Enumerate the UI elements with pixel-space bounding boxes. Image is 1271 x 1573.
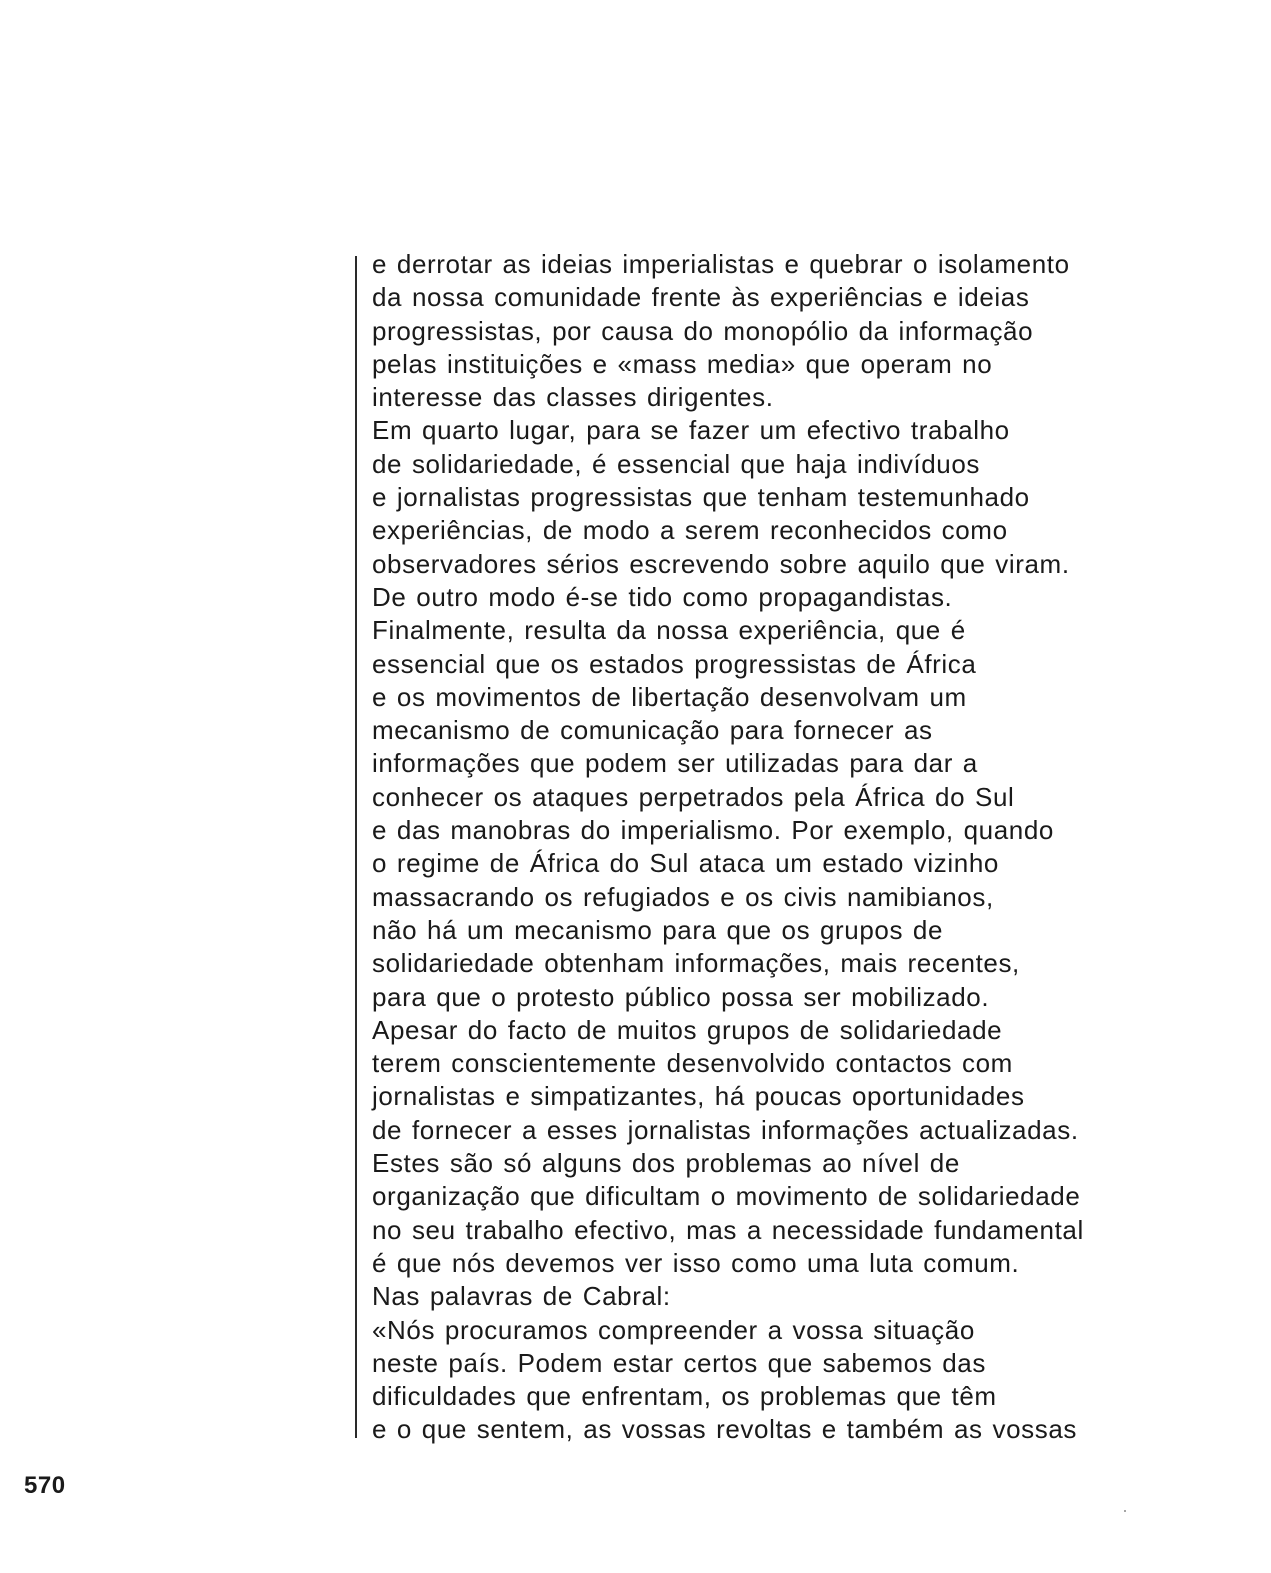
margin-rule bbox=[355, 256, 357, 1438]
text-line: e os movimentos de libertação desenvolvam um bbox=[372, 681, 967, 712]
text-line: da nossa comunidade frente às experiências e ideias bbox=[372, 282, 1030, 313]
text-line: pelas instituições e «mass media» que operam no bbox=[372, 348, 993, 379]
text-line: organização que dificultam o movimento de solidariedade bbox=[372, 1181, 1081, 1212]
text-line: é que nós devemos ver isso como uma luta comum. bbox=[372, 1247, 1020, 1278]
text-line: mecanismo de comunicação para fornecer as bbox=[372, 715, 933, 746]
text-line: o regime de África do Sul ataca um estado vizinho bbox=[372, 848, 999, 879]
text-line: jornalistas e simpatizantes, há poucas oportunidades bbox=[372, 1081, 1025, 1112]
scan-speck bbox=[1124, 1510, 1126, 1512]
text-line: e das manobras do imperialismo. Por exemplo, quando bbox=[372, 815, 1054, 846]
text-line: para que o protesto público possa ser mobilizado. bbox=[372, 981, 990, 1012]
text-line: Apesar do facto de muitos grupos de solidariedade bbox=[372, 1014, 1003, 1045]
text-line: não há um mecanismo para que os grupos de bbox=[372, 914, 944, 945]
text-line: terem conscientemente desenvolvido contactos com bbox=[372, 1048, 1013, 1079]
text-line: e o que sentem, as vossas revoltas e também as vossas bbox=[372, 1414, 1077, 1445]
text-line: solidariedade obtenham informações, mais recentes, bbox=[372, 948, 1020, 979]
text-line: dificuldades que enfrentam, os problemas que têm bbox=[372, 1381, 997, 1412]
text-line: «Nós procuramos compreender a vossa situação bbox=[372, 1314, 975, 1345]
text-line: no seu trabalho efectivo, mas a necessidade fundamental bbox=[372, 1214, 1084, 1245]
text-line: experiências, de modo a serem reconhecidos como bbox=[372, 515, 1008, 546]
body-text bbox=[372, 248, 1232, 1447]
text-line: e derrotar as ideias imperialistas e quebrar o isolamento bbox=[372, 249, 1070, 279]
text-line: Estes são só alguns dos problemas ao nível de bbox=[372, 1148, 960, 1179]
text-line: massacrando os refugiados e os civis namibianos, bbox=[372, 881, 994, 912]
text-line: e jornalistas progressistas que tenham testemunhado bbox=[372, 482, 1030, 513]
text-line: Em quarto lugar, para se fazer um efectivo trabalho bbox=[372, 415, 1010, 446]
text-line: neste país. Podem estar certos que sabemos das bbox=[372, 1347, 986, 1378]
text-line: Nas palavras de Cabral: bbox=[372, 1281, 671, 1312]
text-line: De outro modo é-se tido como propagandistas. bbox=[372, 581, 953, 612]
page-number: 570 bbox=[24, 1472, 66, 1499]
text-line: essencial que os estados progressistas de África bbox=[372, 648, 977, 679]
text-line: Finalmente, resulta da nossa experiência, que é bbox=[372, 615, 966, 646]
text-line: interesse das classes dirigentes. bbox=[372, 382, 774, 413]
text-line: de solidariedade, é essencial que haja indivíduos bbox=[372, 448, 981, 479]
text-line: observadores sérios escrevendo sobre aquilo que viram. bbox=[372, 548, 1070, 579]
text-line: progressistas, por causa do monopólio da informação bbox=[372, 315, 1034, 346]
text-line: informações que podem ser utilizadas para dar a bbox=[372, 748, 978, 779]
text-line: de fornecer a esses jornalistas informações actualizadas. bbox=[372, 1114, 1079, 1145]
text-line: conhecer os ataques perpetrados pela África do Sul bbox=[372, 781, 1015, 812]
